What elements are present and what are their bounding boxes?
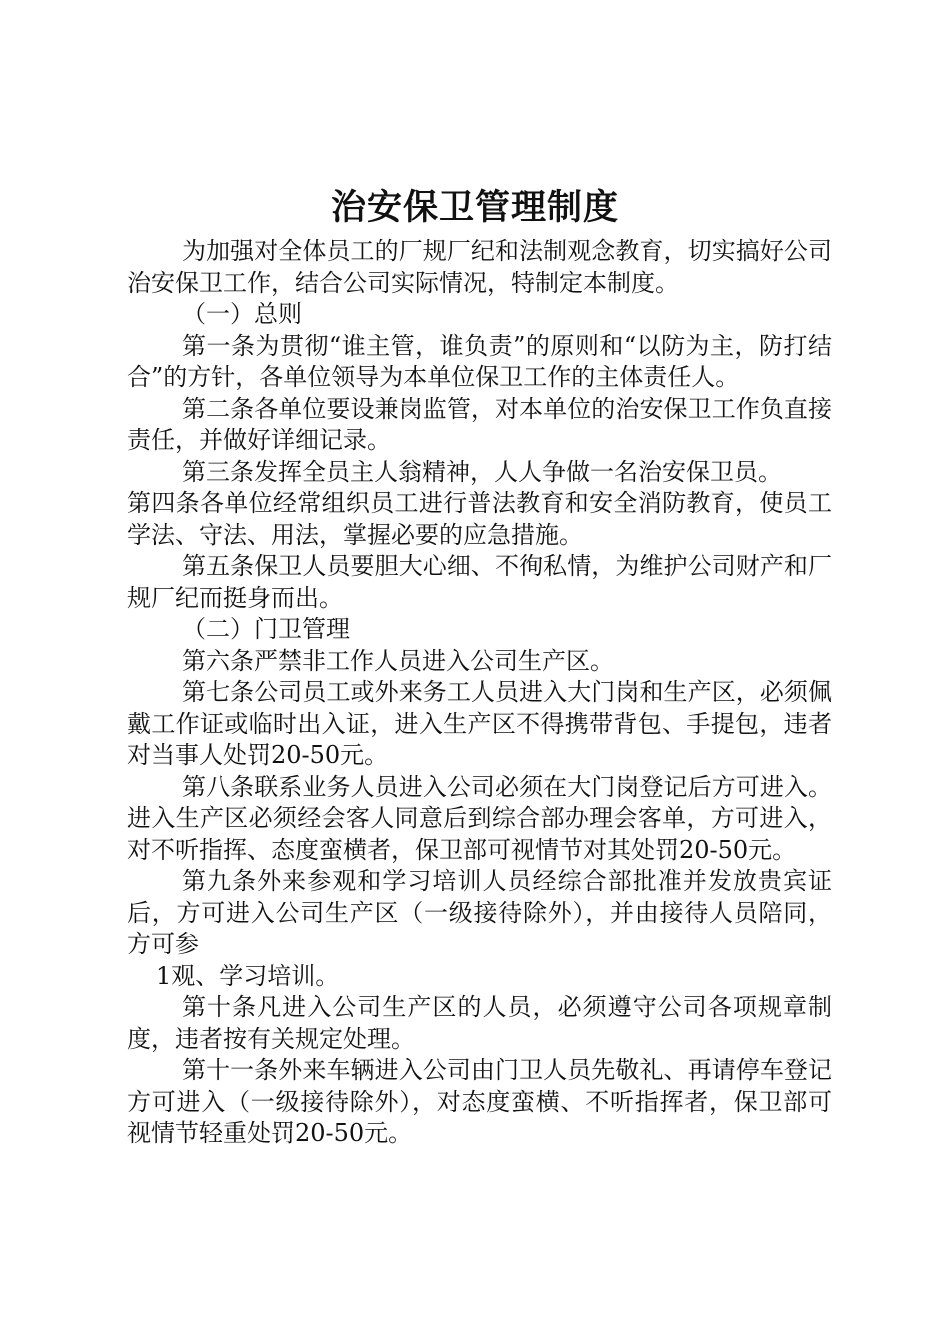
section-heading-gate: （二）门卫管理 [182, 615, 350, 643]
article-7: 第七条公司员工或外来务工人员进入大门岗和生产区，必须佩戴工作证或临时出入证，进入生产区不得携带背包、手提包，违者对当事人处罚20-50元。 [127, 678, 832, 769]
document-body [127, 236, 832, 1150]
article-3: 第三条发挥全员主人翁精神，人人争做一名治安保卫员。 [182, 457, 782, 486]
article-2: 第二条各单位要设兼岗监管，对本单位的治安保卫工作负直接责任，并做好详细记录。 [127, 394, 832, 454]
article-8: 第八条联系业务人员进入公司必须在大门岗登记后方可进入。进入生产区必须经会客人同意后到综合部办理会客单，方可进入，对不听指挥、态度蛮横者，保卫部可视情节对其处罚20-50元。 [127, 772, 832, 864]
article-4: 第四条各单位经常组织员工进行普法教育和安全消防教育，使员工学法、守法、用法，掌握必要的应急措施。 [127, 489, 832, 549]
section-heading-general: （一）总则 [182, 300, 302, 328]
article-9: 第九条外来参观和学习培训人员经综合部批准并发放贵宾证后，方可进入公司生产区（一级接待除外），并由接待人员陪同，方可参 [127, 867, 832, 958]
article-1: 第一条为贯彻“谁主管，谁负责”的原则和“以防为主，防打结合”的方针，各单位领导为本单位保卫工作的主体责任人。 [127, 331, 832, 391]
article-5: 第五条保卫人员要胆大心细、不徇私情，为维护公司财产和厂规厂纪而挺身而出。 [127, 552, 832, 612]
article-11: 第十一条外来车辆进入公司由门卫人员先敬礼、再请停车登记方可进入（一级接待除外），对态度蛮横、不听指挥者，保卫部可视情节轻重处罚20-50元。 [127, 1056, 832, 1147]
document-title: 治安保卫管理制度 [330, 188, 619, 228]
article-10: 第十条凡进入公司生产区的人员，必须遵守公司各项规章制度，违者按有关规定处理。 [127, 993, 832, 1053]
article-9-continuation: 1观、学习培训。 [156, 961, 340, 990]
intro-paragraph: 为加强对全体员工的厂规厂纪和法制观念教育，切实搞好公司治安保卫工作，结合公司实际情况，特制定本制度。 [127, 237, 832, 297]
article-6: 第六条严禁非工作人员进入公司生产区。 [182, 646, 614, 675]
